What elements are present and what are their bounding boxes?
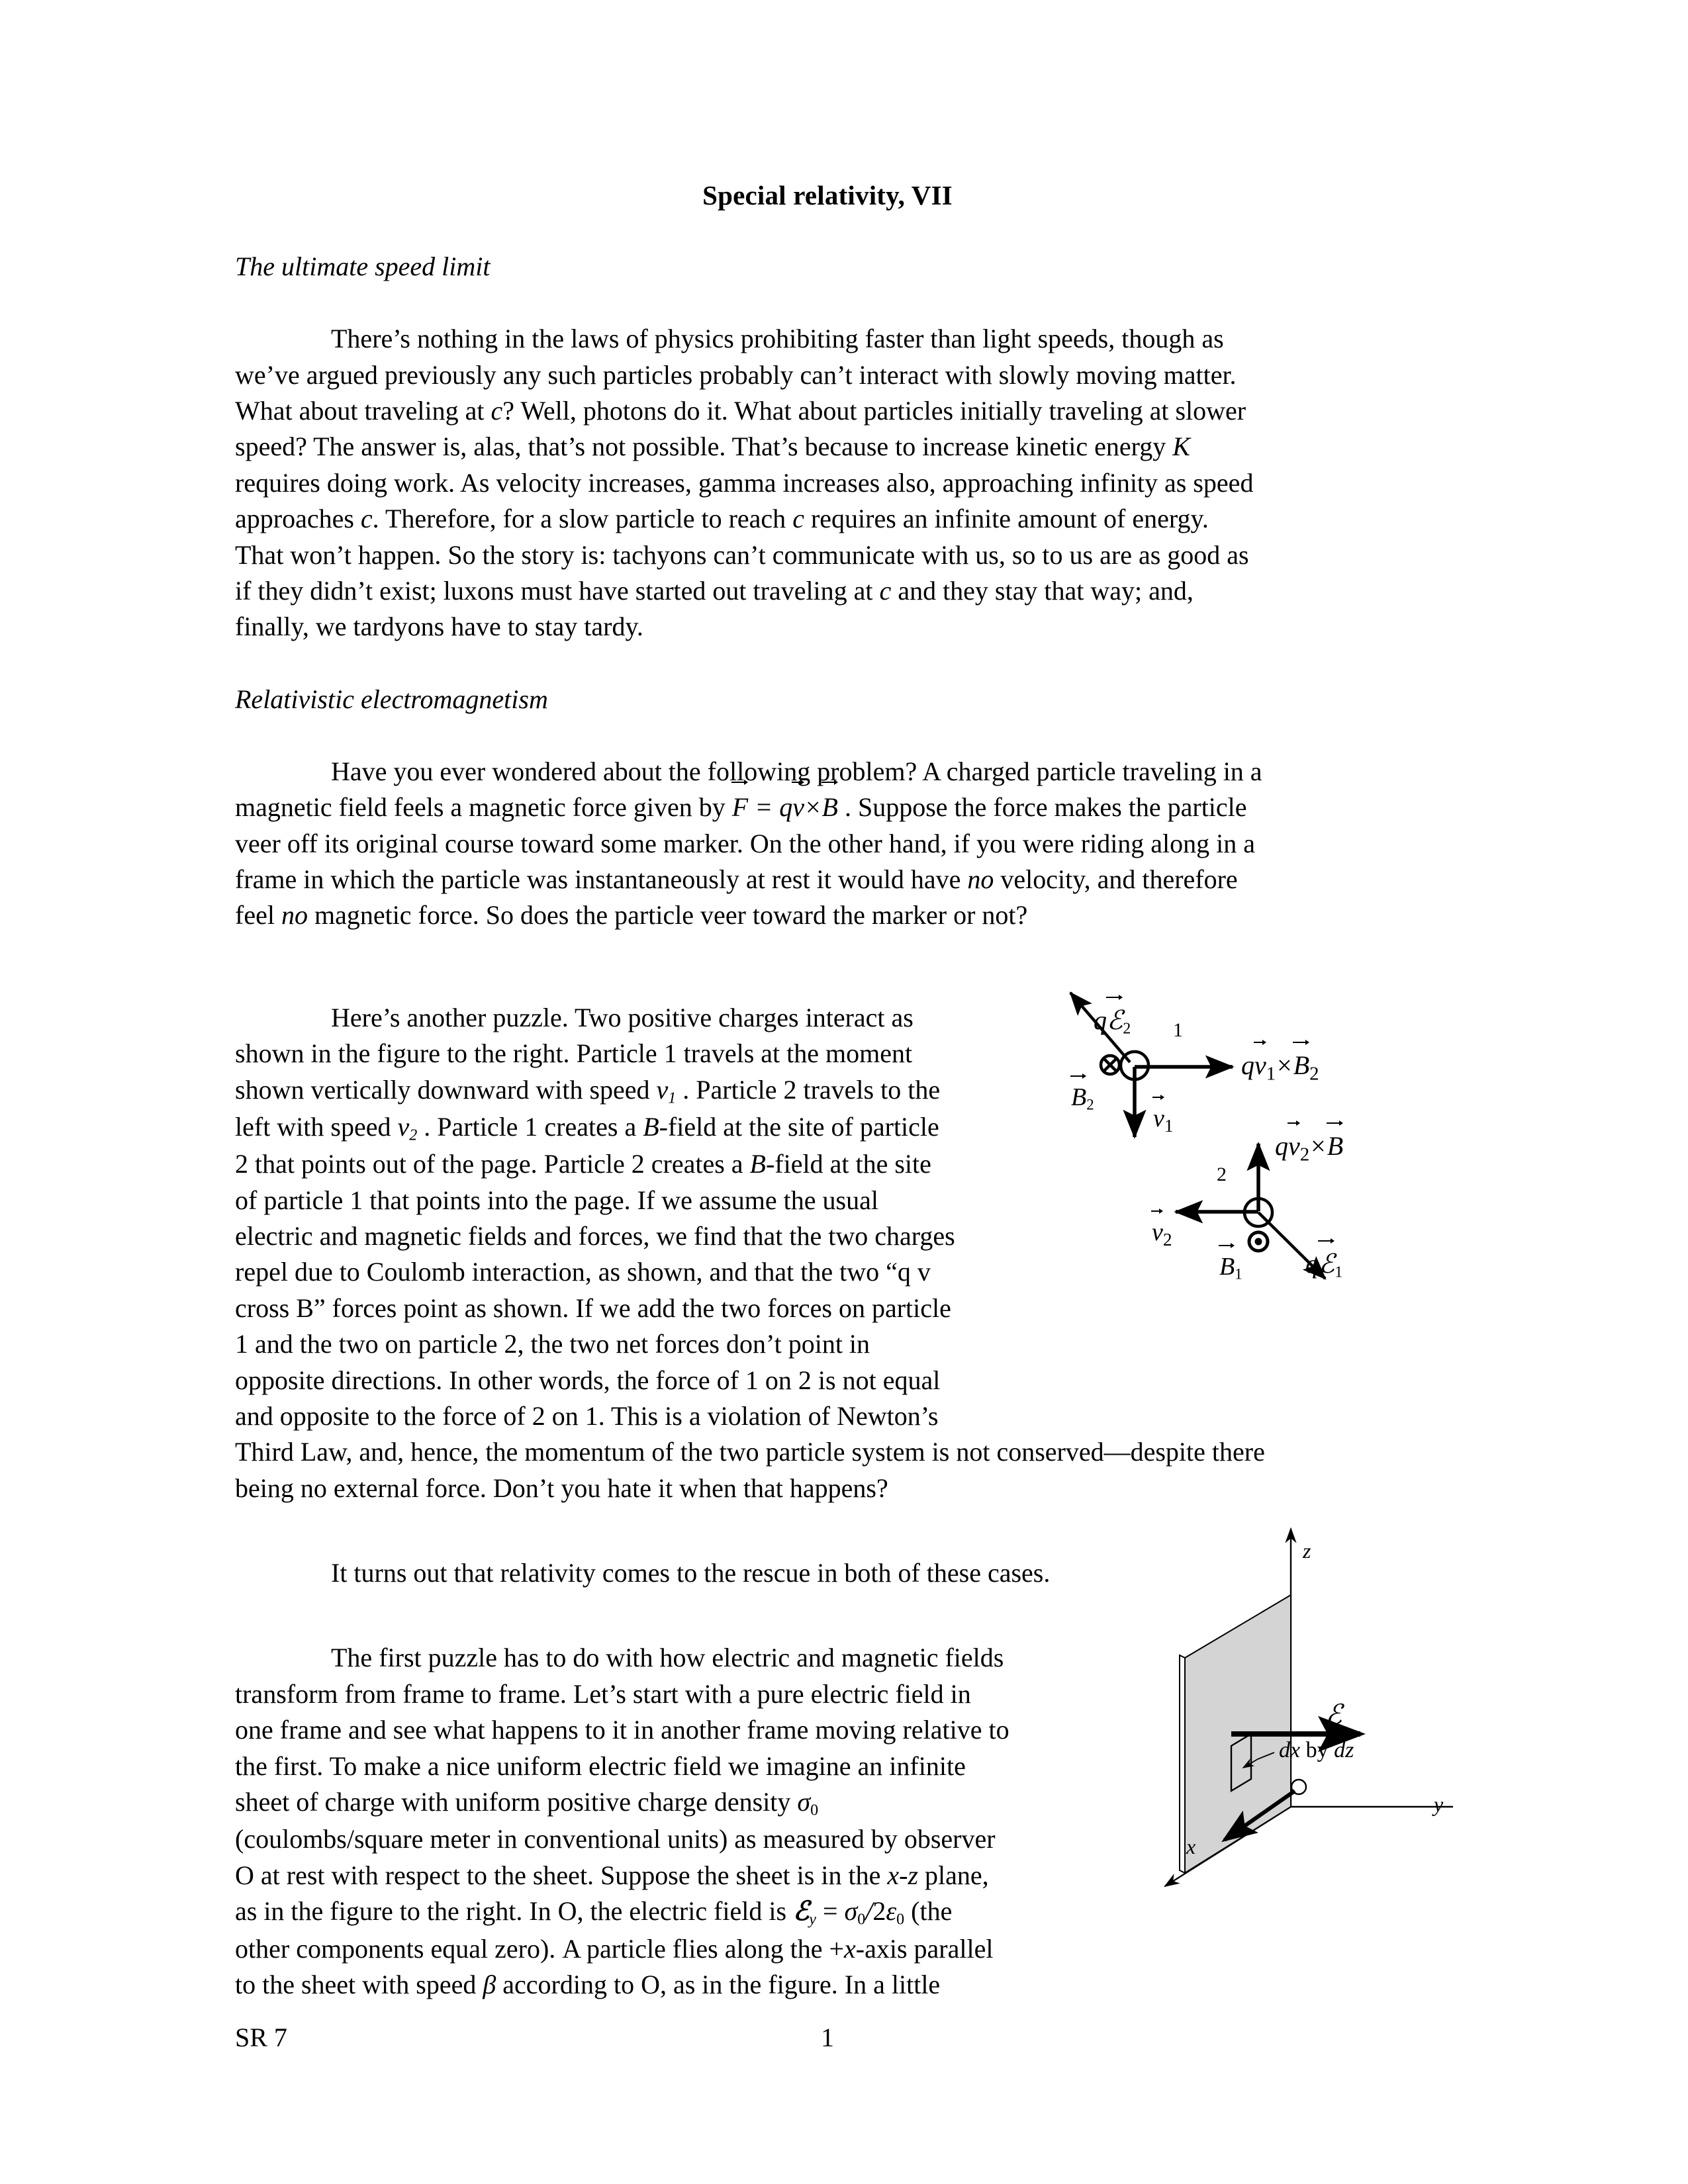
line: being no external force. Don’t you hate it when that happens?	[235, 1473, 888, 1503]
line: shown in the figure to the right. Particle 1 travels at the moment	[235, 1038, 913, 1069]
footer-document-code: SR 7	[235, 2023, 287, 2052]
label-electric-field: ℰ	[1325, 1700, 1342, 1731]
line: Here’s another puzzle. Two positive charges interact as	[331, 1002, 914, 1032]
line: one frame and see what happens to it in another frame moving relative to	[235, 1715, 1009, 1745]
footer-page-number: 1	[821, 2023, 834, 2052]
line: shown vertically downward with speed $v_1$ . Particle 2 travels to the	[235, 1074, 941, 1107]
document-body	[235, 179, 1420, 2003]
line: feel no magnetic force. So does the particle veer toward the marker or not?	[235, 900, 1028, 931]
line: transform from frame to frame. Let’s start with a pure electric field in	[235, 1678, 971, 1709]
label-qv2-cross-B1: $qv_2\times B$	[1275, 1131, 1344, 1165]
label-v1: $v_1$	[1153, 1105, 1174, 1136]
label-dx-by-dz: dx by dz	[1279, 1738, 1354, 1762]
line: other components equal zero). A particle flies along the +x-axis parallel	[235, 1933, 994, 1964]
line: finally, we tardyons have to stay tardy.	[235, 612, 643, 642]
line: repel due to Coulomb interaction, as shown, and that the two “q v	[235, 1257, 931, 1287]
line: as in the figure to the right. In O, the electric field is ℰ$_y$ = $\sigma_0/2\varepsilon_0$ (the	[235, 1896, 953, 1929]
line: What about traveling at c? Well, photons do it. What about particles initially traveling at slower	[235, 396, 1246, 426]
line: 2 that points out of the page. Particle 2 creates a B-field at the site	[235, 1149, 931, 1179]
line: cross B” forces point as shown. If we add the two forces on particle	[235, 1293, 951, 1323]
label-z-axis: z	[1303, 1539, 1311, 1563]
line: approaches c. Therefore, for a slow particle to reach c requires an infinite amount of energy.	[235, 504, 1209, 534]
line: The first puzzle has to do with how electric and magnetic fields	[331, 1643, 1004, 1673]
line: magnetic field feels a magnetic force given by F = qv×B . Suppose the force makes the particle	[235, 792, 1247, 822]
line: of particle 1 that points into the page. If we assume the usual	[235, 1185, 878, 1215]
line: electric and magnetic fields and forces, we find that the two charges	[235, 1220, 955, 1251]
line: we’ve argued previously any such particles probably can’t interact with slowly moving matter.	[235, 359, 1237, 390]
label-v2: $v_2$	[1152, 1218, 1172, 1250]
line: and opposite to the force of 2 on 1. This is a violation of Newton’s	[235, 1400, 939, 1431]
label-particle-1-number: 1	[1173, 1019, 1183, 1041]
label-qE2: qℰ$_2$	[1094, 1005, 1131, 1038]
paragraph-field-transformation	[235, 1640, 1420, 2003]
line: veer off its original course toward some marker. On the other hand, if you were riding along in a	[235, 828, 1256, 858]
line: frame in which the particle was instantaneously at rest it would have no velocity, and therefore	[235, 864, 1238, 894]
line: (coulombs/square meter in conventional units) as measured by observer	[235, 1824, 996, 1854]
label-particle-2-number: 2	[1217, 1163, 1227, 1185]
paragraph-tachyons	[235, 321, 1420, 645]
line: O at rest with respect to the sheet. Suppose the sheet is in the x-z plane,	[235, 1860, 989, 1890]
section-heading-relativistic-em: Relativistic electromagnetism	[235, 684, 548, 714]
label-B2: $B_2$	[1071, 1083, 1094, 1113]
line: That won’t happen. So the story is: tachyons can’t communicate with us, so to us are as good as	[235, 539, 1249, 570]
line: left with speed $v_2$ . Particle 1 creates a B-field at the site of particle	[235, 1111, 939, 1144]
line: Have you ever wondered about the following problem? A charged particle traveling in a	[331, 756, 1262, 786]
label-y-axis: y	[1434, 1792, 1444, 1816]
paragraph-magnetic-force-puzzle	[235, 754, 1420, 934]
line: requires doing work. As velocity increases, gamma increases also, approaching infinity as speed	[235, 467, 1254, 498]
line: the first. To make a nice uniform electric field we imagine an infinite	[235, 1751, 966, 1781]
label-qv1-cross-B2: $qv_1\times B_2$	[1241, 1050, 1319, 1085]
line: It turns out that relativity comes to the rescue in both of these cases.	[331, 1558, 1051, 1588]
paragraph-relativity-rescue	[235, 1555, 1420, 1591]
label-B1: $B_1$	[1219, 1253, 1243, 1283]
line: sheet of charge with uniform positive charge density $\sigma_0$	[235, 1787, 819, 1819]
section-heading-speed-limit: The ultimate speed limit	[235, 251, 491, 282]
page-title: Special relativity, VII	[702, 180, 953, 210]
line: Third Law, and, hence, the momentum of the two particle system is not conserved—despite there	[235, 1437, 1265, 1467]
line: There’s nothing in the laws of physics prohibiting faster than light speeds, though as	[331, 324, 1224, 354]
label-qE1: qℰ$_1$	[1305, 1249, 1343, 1281]
line: 1 and the two on particle 2, the two net forces don’t point in	[235, 1329, 870, 1359]
line: speed? The answer is, alas, that’s not possible. That’s because to increase kinetic energy K	[235, 432, 1190, 462]
line: opposite directions. In other words, the force of 1 on 2 is not equal	[235, 1365, 941, 1395]
label-x-axis: x	[1186, 1835, 1196, 1858]
paragraph-two-charges-puzzle	[235, 1000, 1420, 1506]
line: to the sheet with speed β according to O, as in the figure. In a little	[235, 1969, 941, 1999]
line: if they didn’t exist; luxons must have started out traveling at c and they stay that way; and,	[235, 575, 1194, 606]
